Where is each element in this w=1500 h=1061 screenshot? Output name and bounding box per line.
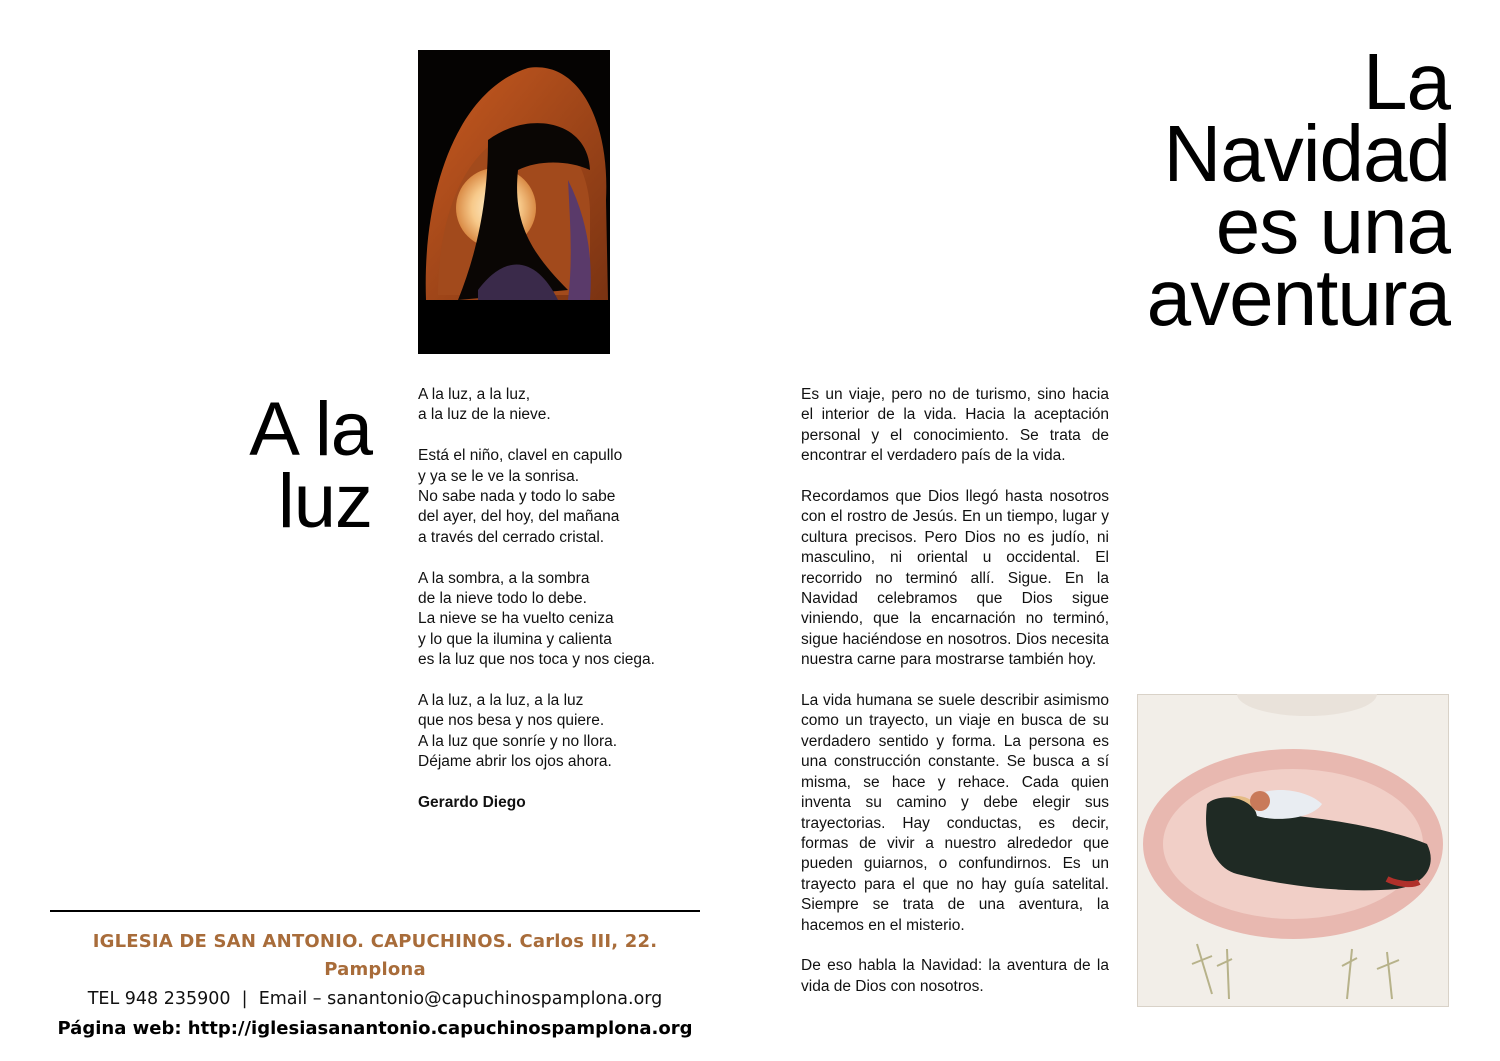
poem-line: No sabe nada y todo lo sabe (418, 488, 616, 506)
poem-line: a través del cerrado cristal. (418, 528, 605, 546)
light-illustration (418, 50, 610, 354)
poem-stanza (418, 569, 718, 671)
poem-line: y ya se le ve la sonrisa. (418, 467, 580, 485)
article-title-line: Navidad (1163, 109, 1450, 198)
article-title-line: La (1363, 37, 1450, 126)
poem-line: A la luz, a la luz, (418, 386, 531, 403)
article-title-line: es una (1215, 181, 1450, 270)
nativity-illustration (1137, 694, 1449, 1007)
poem-line: y lo que la ilumina y calienta (418, 630, 612, 648)
article-body (801, 385, 1109, 1018)
article-paragraph: Es un viaje, pero no de turismo, sino hacia el interior de la vida. Hacia la aceptación personal y el conocimiento. Se trata de encontrar el verdadero país de la vida. (801, 386, 1109, 465)
poem-title-line: A la (249, 387, 372, 472)
poem-line: A la luz que sonríe y no llora. (418, 732, 618, 750)
poem-line: que nos besa y nos quiere. (418, 712, 605, 730)
poem-title-line: luz (277, 459, 372, 544)
poem-line: La nieve se ha vuelto ceniza (418, 610, 614, 628)
footer (50, 928, 700, 1044)
footer-website: Página web: http://iglesiasanantonio.capuchinospamplona.org (57, 1018, 693, 1039)
nativity-illustration-art (1137, 694, 1449, 1007)
poem-line: A la sombra, a la sombra (418, 569, 590, 587)
poem (418, 385, 718, 813)
poem-stanza (418, 446, 718, 548)
poem-line: del ayer, del hoy, del mañana (418, 508, 620, 526)
article-title (1040, 37, 1450, 342)
poem-stanza (418, 691, 718, 773)
poem-line: Déjame abrir los ojos ahora. (418, 753, 612, 771)
poem-author: Gerardo Diego (418, 794, 526, 812)
poem-title (150, 387, 372, 544)
poem-line: a la luz de la nieve. (418, 406, 551, 424)
article-paragraph: La vida humana se suele describir asimismo como un trayecto, un viaje en busca de su verdadero sentido y forma. La persona es una construcción constante. Se busca a sí misma, se hace y rehace. Cada quien inventa su camino y debe elegir sus trayectorias. Hay conductas, es decir, formas de vivir a nuestro alrededor que pueden guiarnos, o confundirnos. Es un trayecto para el que no hay guía satelital. Siempre se trata de una aventura, la hacemos en el misterio. (801, 692, 1109, 934)
poem-line: de la nieve todo lo debe. (418, 590, 587, 608)
footer-contact: TEL 948 235900 | Email – sanantonio@capuchinospamplona.org (87, 989, 663, 1009)
poem-line: A la luz, a la luz, a la luz (418, 692, 584, 710)
footer-divider (50, 910, 700, 912)
article-paragraph: Recordamos que Dios llegó hasta nosotros con el rostro de Jesús. En un tiempo, lugar y cultura precisos. Pero Dios no es judío, ni masculino, ni oriental u occidental. El recorrido no terminó allí. Sigue. En la Navidad celebramos que Dios sigue viniendo, que la encarnación no terminó, sigue haciéndose en nosotros. Dios necesita nuestra carne para mostrarse también hoy. (801, 488, 1109, 669)
poem-line: Está el niño, clavel en capullo (418, 447, 623, 465)
article-title-line: aventura (1146, 253, 1450, 342)
poem-stanza (418, 385, 718, 426)
light-illustration-art (418, 50, 610, 354)
footer-church-address: IGLESIA DE SAN ANTONIO. CAPUCHINOS. Carlos III, 22. Pamplona (92, 931, 658, 980)
article-paragraph: De eso habla la Navidad: la aventura de la vida de Dios con nosotros. (801, 957, 1109, 995)
poem-line: es la luz que nos toca y nos ciega. (418, 651, 655, 669)
